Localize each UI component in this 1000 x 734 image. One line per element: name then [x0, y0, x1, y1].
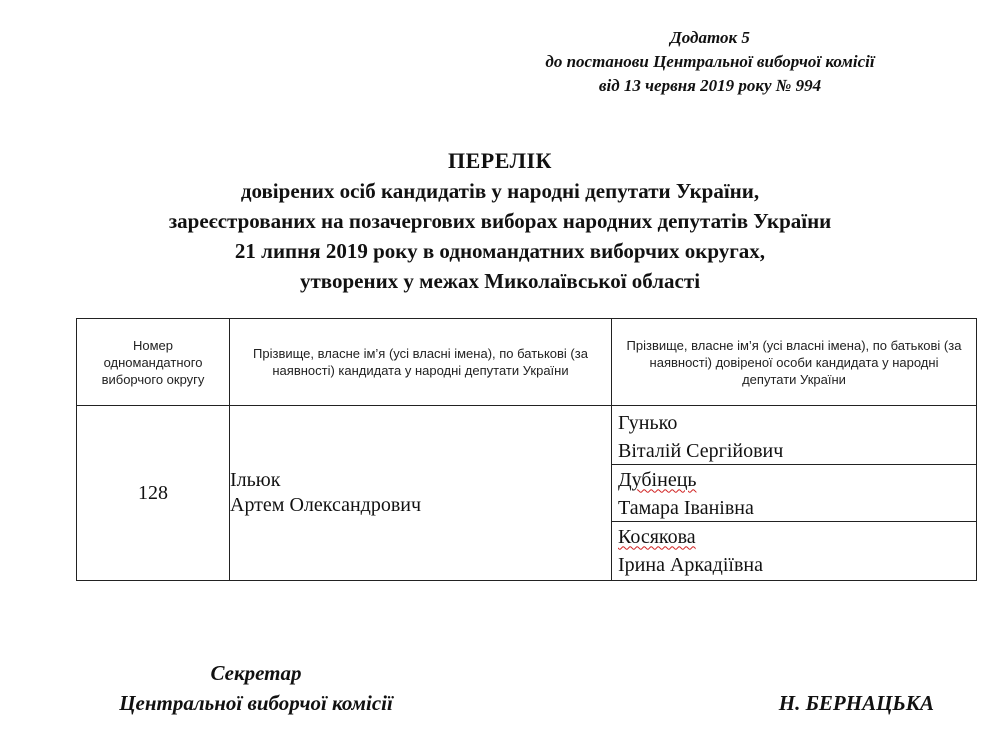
- proxy-name: Тамара Іванівна: [618, 496, 754, 519]
- proxy-item: [612, 408, 976, 465]
- proxies-table: [76, 318, 977, 581]
- proxy-surname: Гунько: [618, 411, 678, 434]
- header-proxy-label: Прізвище, власне ім’я (усі власні імена), по батькові (за наявності) довіреної особи кандидата у народні депутати України: [626, 337, 962, 387]
- header-district: [77, 319, 230, 406]
- title-line-2: зареєстрованих на позачергових виборах народних депутатів України: [168, 209, 832, 233]
- title-heading: ПЕРЕЛІК: [447, 148, 552, 173]
- title-line-4: утворених у межах Миколаївської області: [299, 269, 701, 293]
- proxy-name: Віталій Сергійович: [618, 439, 784, 462]
- appendix-note: [500, 26, 920, 98]
- header-proxy: [612, 319, 977, 406]
- candidate-cell: [230, 406, 612, 581]
- title-line-1: довірених осіб кандидатів у народні депутати України,: [240, 179, 760, 203]
- proxy-surname: [618, 466, 976, 494]
- header-candidate: [230, 319, 612, 406]
- proxy-item: [612, 465, 976, 522]
- header-district-label: Номер одномандатного виборчого округу: [101, 337, 205, 387]
- proxy-list: [612, 406, 977, 581]
- signatory-name: Н. БЕРНАЦЬКА: [778, 691, 934, 715]
- table-header-row: [77, 319, 977, 406]
- proxy-surname-text: Дубінець: [618, 468, 697, 491]
- table-row: [77, 406, 977, 581]
- header-candidate-label: Прізвище, власне ім’я (усі власні імена), по батькові (за наявності) кандидата у народні депутати України: [253, 346, 588, 378]
- proxy-surname-text: Косякова: [618, 525, 696, 548]
- signatory-title: Секретар: [210, 661, 302, 685]
- proxy-surname: [618, 523, 976, 551]
- document-title: [0, 146, 1000, 296]
- proxy-name: Ірина Аркадіївна: [618, 553, 763, 576]
- candidate-name: Артем Олександрович: [230, 494, 422, 516]
- appendix-resolution: до постанови Центральної виборчої комісії: [545, 52, 875, 71]
- signatory-organization: Центральної виборчої комісії: [119, 691, 393, 715]
- appendix-number: Додаток 5: [670, 28, 750, 47]
- signatory-position: [86, 658, 426, 718]
- appendix-date: від 13 червня 2019 року № 994: [598, 76, 822, 95]
- proxy-item: [612, 522, 976, 579]
- candidate-surname: Ільюк: [230, 469, 281, 491]
- district-number: 128: [77, 406, 230, 581]
- title-line-3: 21 липня 2019 року в одномандатних виборчих округах,: [234, 239, 766, 263]
